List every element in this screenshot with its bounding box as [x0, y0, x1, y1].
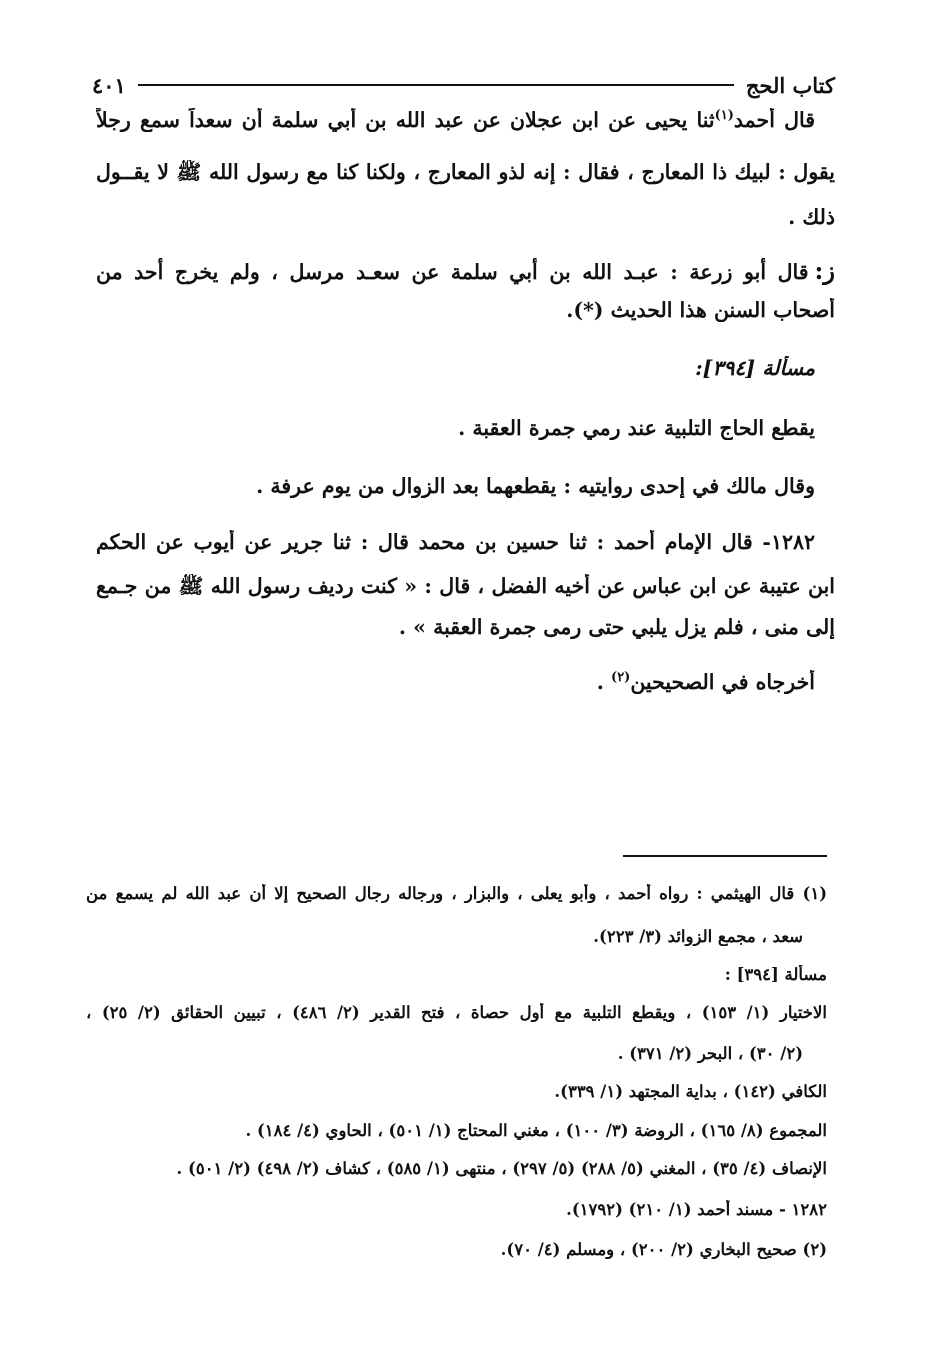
- footnote-separator: [623, 855, 827, 857]
- zawaid-marker: ز:: [814, 256, 835, 285]
- para1-line3: ذلك .: [788, 205, 835, 229]
- chapter-title: كتاب الحج: [745, 72, 835, 98]
- footnote-ref-line: المجموع (٨/ ١٦٥) ، الروضة (٣/ ١٠٠) ، مغني المحتاج (١/ ٥٠١) ، الحاوي (٤/ ١٨٤) .: [245, 1121, 827, 1140]
- para2-line1: ز:قال أبو زرعة : عبـد الله بن أبي سلمة عن سعـد مرسل ، ولم يخرج أحد من: [96, 256, 835, 285]
- takhrij-line: أخرجاه في الصحيحين$^{(٢)}$ .: [596, 670, 815, 694]
- footnote-1-line1: (١) قال الهيثمي : رواه أحمد ، وأبو يعلى ، والبزار ، ورجاله رجال الصحيح إلا أن عبد الله لم يسمع من: [86, 884, 827, 903]
- malik-text: وقال مالك في إحدى روايتيه : يقطعهما بعد الزوال من يوم عرفة .: [256, 474, 815, 498]
- para1-line2: يقول : لبيك ذا المعارج ، فقال : إنه لذو المعارج ، ولكنا كنا مع رسول الله ﷺ لا يقــول: [96, 160, 835, 184]
- footnote-ref-line: الإنصاف (٤/ ٣٥) ، المغني (٥/ ٢٨٨) (٥/ ٢٩٧) ، منتهى (١/ ٥٨٥) ، كشاف (٢/ ٤٩٨) (٢/ ٥٠١) .: [176, 1159, 827, 1178]
- para2-line2: أصحاب السنن هذا الحديث (*).: [566, 298, 835, 322]
- rule-text: يقطع الحاج التلبية عند رمي جمرة العقبة .: [458, 416, 815, 440]
- hadith-line1: ١٢٨٢- قال الإمام أحمد : ثنا حسين بن محمد قال : ثنا جرير عن أيوب عن الحكم: [96, 530, 815, 554]
- running-header: [92, 68, 835, 102]
- footnote-ref-1[interactable]: (١): [714, 108, 734, 124]
- footnote-ref-line: ١٢٨٢ - مسند أحمد (١/ ٢١٠) (١٧٩٢).: [566, 1200, 827, 1219]
- para1-line1: قال أحمد$^{(١)}$ثنا يحيى عن ابن عجلان عن عبد الله بن أبي سلمة أن سعداً سمع رجلاً: [96, 108, 815, 132]
- page-number: ٤٠١: [92, 72, 126, 98]
- footnote-masala-label: مسألة [٣٩٤] :: [724, 965, 827, 984]
- footnote-2: (٢) صحيح البخاري (٢/ ٢٠٠) ، ومسلم (٤/ ٧٠).: [500, 1240, 827, 1259]
- footnote-ref-line: (٢/ ٣٠) ، البحر (٢/ ٣٧١) .: [617, 1044, 803, 1063]
- header-rule: [138, 84, 734, 86]
- footnote-ref-2[interactable]: (٢): [611, 670, 631, 686]
- hadith-line2: ابن عتيبة عن ابن عباس عن أخيه الفضل ، قال : « كنت رديف رسول الله ﷺ من جـمع: [96, 574, 835, 598]
- footnote-1-line2: سعد ، مجمع الزوائد (٣/ ٢٢٣).: [593, 927, 803, 946]
- hadith-line3: إلى منى ، فلم يزل يلبي حتى رمى جمرة العقبة » .: [398, 615, 835, 639]
- footnote-ref-line: الكافي (١٤٢) ، بداية المجتهد (١/ ٣٣٩).: [554, 1082, 827, 1101]
- masala-heading: مسألة [٣٩٤]:: [695, 356, 815, 380]
- footnote-ref-line: الاختيار (١/ ١٥٣) ، ويقطع التلبية مع أول حصاة ، فتح القدير (٢/ ٤٨٦) ، تبيين الحقائق (٢/ ٢٥) ،: [86, 1003, 827, 1022]
